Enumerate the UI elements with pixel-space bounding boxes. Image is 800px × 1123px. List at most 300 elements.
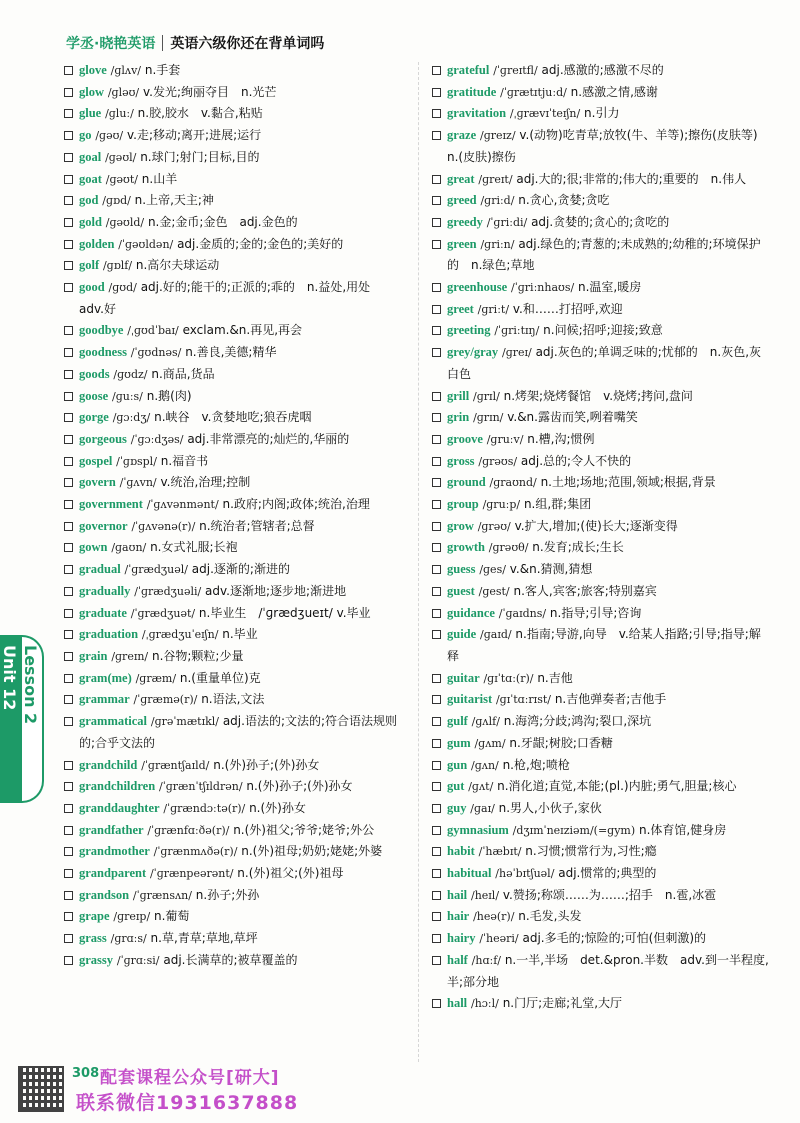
vocab-word: grandchild bbox=[79, 757, 138, 772]
vocab-entry bbox=[64, 364, 404, 386]
checkbox-icon[interactable] bbox=[64, 717, 73, 726]
vocab-word: grassy bbox=[79, 952, 114, 967]
checkbox-icon[interactable] bbox=[432, 956, 441, 965]
page-number: 308 bbox=[72, 1066, 100, 1081]
vocab-word: gum bbox=[447, 735, 471, 750]
vocab-word: glove bbox=[79, 63, 107, 77]
vocab-word: goods bbox=[79, 366, 110, 381]
vocab-definition: n.统治者;管辖者;总督 bbox=[199, 518, 315, 533]
vocab-word: grandfather bbox=[79, 822, 144, 837]
vocab-word: habitual bbox=[447, 866, 492, 881]
vocab-phonetic: /həˈbɪtʃuəl/ bbox=[495, 867, 555, 881]
vocab-phonetic: /ˈɡrændɔːtə(r)/ bbox=[163, 801, 246, 815]
vocab-word: goodbye bbox=[79, 323, 124, 338]
vocab-definition: adj.逐渐的;渐进的 bbox=[191, 562, 290, 577]
vocab-phonetic: /ɡraʊnd/ bbox=[489, 476, 537, 490]
vocab-entry bbox=[432, 299, 772, 321]
vocab-definition: n.鹅(肉) bbox=[146, 388, 192, 403]
vocab-word: god bbox=[79, 193, 99, 208]
vocab-definition: v.扩大,增加;(使)长大;逐渐变得 bbox=[514, 518, 678, 533]
vocab-phonetic: /ˌɡʊdˈbaɪ/ bbox=[127, 324, 179, 338]
vocab-word: gospel bbox=[79, 453, 113, 468]
vocab-word: gulf bbox=[447, 714, 468, 729]
vocab-column-right bbox=[432, 60, 772, 1015]
checkbox-icon[interactable] bbox=[432, 131, 441, 140]
vocab-word: governor bbox=[79, 518, 128, 533]
checkbox-icon[interactable] bbox=[432, 283, 441, 292]
vocab-phonetic: /ˌɡrævɪˈteɪʃn/ bbox=[509, 107, 581, 121]
checkbox-icon[interactable] bbox=[432, 218, 441, 227]
checkbox-icon[interactable] bbox=[432, 847, 441, 856]
vocab-entry bbox=[64, 472, 404, 494]
vocab-definition: n.上帝,天主;神 bbox=[134, 193, 214, 208]
checkbox-icon[interactable] bbox=[432, 826, 441, 835]
vocab-phonetic: /ˈɡræmə(r)/ bbox=[133, 693, 198, 707]
checkbox-icon[interactable] bbox=[64, 956, 73, 965]
vocab-entry bbox=[64, 798, 404, 820]
vocab-word: gut bbox=[447, 779, 465, 794]
checkbox-icon[interactable] bbox=[64, 609, 73, 618]
vocab-definition: n.一半,半场 det.&pron.半数 adv.到一半程度,半;部分地 bbox=[447, 952, 769, 989]
vocab-word: greedy bbox=[447, 214, 483, 229]
checkbox-icon[interactable] bbox=[64, 392, 73, 401]
vocab-word: gun bbox=[447, 757, 468, 772]
vocab-word: group bbox=[447, 497, 479, 512]
checkbox-icon[interactable] bbox=[64, 522, 73, 531]
checkbox-icon[interactable] bbox=[64, 348, 73, 357]
checkbox-icon[interactable] bbox=[432, 196, 441, 205]
vocab-definition: n.(外)孙女 bbox=[249, 800, 306, 815]
vocab-word: go bbox=[79, 128, 92, 143]
vocab-entry bbox=[64, 320, 404, 342]
vocab-entry bbox=[64, 451, 404, 473]
checkbox-icon[interactable] bbox=[432, 413, 441, 422]
vocab-entry bbox=[64, 60, 404, 82]
vocab-word: green bbox=[447, 236, 477, 251]
vocab-definition: n.毕业生 /ˈɡrædʒueɪt/ v.毕业 bbox=[198, 605, 371, 620]
vocab-entry bbox=[64, 494, 404, 516]
checkbox-icon[interactable] bbox=[64, 500, 73, 509]
vocab-phonetic: /ɡriːn/ bbox=[480, 237, 515, 251]
vocab-definition: n.毕业 bbox=[222, 627, 258, 642]
vocab-definition: v.&n.猜测,猜想 bbox=[509, 562, 593, 577]
vocab-word: gymnasium bbox=[447, 822, 509, 837]
vocab-definition: n.福音书 bbox=[160, 453, 209, 468]
vocab-entry bbox=[64, 841, 404, 863]
checkbox-icon[interactable] bbox=[64, 630, 73, 639]
vocab-word: guess bbox=[447, 562, 476, 577]
vocab-definition: adj.贪婪的;贪心的;贪吃的 bbox=[531, 214, 670, 229]
checkbox-icon[interactable] bbox=[64, 131, 73, 140]
vocab-entry bbox=[432, 537, 772, 559]
checkbox-icon[interactable] bbox=[432, 587, 441, 596]
unit-tab bbox=[0, 635, 44, 803]
vocab-entry bbox=[432, 82, 772, 104]
vocab-entry bbox=[432, 581, 772, 603]
checkbox-icon[interactable] bbox=[64, 218, 73, 227]
vocab-word: golden bbox=[79, 236, 115, 251]
checkbox-icon[interactable] bbox=[64, 674, 73, 683]
checkbox-icon[interactable] bbox=[432, 305, 441, 314]
vocab-entry bbox=[64, 147, 404, 169]
vocab-entry bbox=[64, 603, 404, 625]
vocab-word: graduation bbox=[79, 627, 139, 642]
checkbox-icon[interactable] bbox=[432, 609, 441, 618]
vocab-phonetic: /ɡləʊ/ bbox=[107, 85, 140, 99]
vocab-definition: n.草,青草;草地,草坪 bbox=[150, 931, 258, 946]
vocab-entry bbox=[432, 776, 772, 798]
checkbox-icon[interactable] bbox=[64, 695, 73, 704]
checkbox-icon[interactable] bbox=[432, 761, 441, 770]
checkbox-icon[interactable] bbox=[432, 869, 441, 878]
vocab-word: guest bbox=[447, 583, 475, 598]
vocab-definition: n.温室,暖房 bbox=[578, 280, 642, 295]
vocab-definition: n.善良,美德;精华 bbox=[185, 345, 277, 360]
vocab-phonetic: /ɡrɪn/ bbox=[473, 411, 504, 425]
vocab-definition: n.葡萄 bbox=[154, 909, 190, 924]
vocab-word: ground bbox=[447, 475, 486, 490]
vocab-entry bbox=[64, 755, 404, 777]
checkbox-icon[interactable] bbox=[64, 587, 73, 596]
unit-label: Unit 12 bbox=[0, 645, 19, 711]
vocab-definition: n.枪,炮;喷枪 bbox=[502, 757, 570, 772]
vocab-definition: exclam.&n.再见,再会 bbox=[182, 323, 303, 338]
vocab-word: groove bbox=[447, 431, 483, 446]
checkbox-icon[interactable] bbox=[64, 847, 73, 856]
vocab-phonetic: /ɡluː/ bbox=[105, 107, 134, 121]
vocab-phonetic: /ˈɡrætɪtjuːd/ bbox=[500, 85, 567, 99]
vocab-word: gratitude bbox=[447, 84, 497, 99]
page-footer bbox=[18, 1062, 318, 1118]
checkbox-icon[interactable] bbox=[64, 261, 73, 270]
vocab-entry bbox=[64, 820, 404, 842]
checkbox-icon[interactable] bbox=[64, 565, 73, 574]
vocab-phonetic: /hɔːl/ bbox=[470, 997, 499, 1011]
checkbox-icon[interactable] bbox=[64, 88, 73, 97]
checkbox-icon[interactable] bbox=[432, 565, 441, 574]
vocab-phonetic: /ˈɡəʊldən/ bbox=[118, 237, 174, 251]
vocab-phonetic: /ɡaɪd/ bbox=[480, 628, 512, 642]
vocab-entry bbox=[432, 603, 772, 625]
vocab-phonetic: /ˈɡaɪdns/ bbox=[498, 606, 547, 620]
checkbox-icon[interactable] bbox=[64, 370, 73, 379]
vocab-definition: n.引力 bbox=[584, 106, 620, 121]
vocab-entry bbox=[64, 885, 404, 907]
vocab-entry bbox=[64, 277, 404, 320]
vocab-definition: n.政府;内阁;政体;统治,治理 bbox=[222, 497, 370, 512]
checkbox-icon[interactable] bbox=[64, 196, 73, 205]
vocab-phonetic: /heə(r)/ bbox=[473, 910, 515, 924]
checkbox-icon[interactable] bbox=[64, 826, 73, 835]
vocab-word: hairy bbox=[447, 931, 476, 946]
vocab-entry bbox=[64, 169, 404, 191]
vocab-phonetic: /ɡaɪ/ bbox=[470, 801, 495, 815]
vocab-entry bbox=[64, 689, 404, 711]
vocab-entry bbox=[64, 103, 404, 125]
vocab-entry bbox=[64, 950, 404, 972]
vocab-definition: n.(外)孙子;(外)孙女 bbox=[246, 779, 353, 794]
checkbox-icon[interactable] bbox=[64, 869, 73, 878]
checkbox-icon[interactable] bbox=[432, 543, 441, 552]
vocab-definition: n.商品,货品 bbox=[151, 366, 215, 381]
vocab-phonetic: /ˈɡriːnhaʊs/ bbox=[511, 281, 575, 295]
vocab-entry bbox=[432, 342, 772, 385]
checkbox-icon[interactable] bbox=[432, 674, 441, 683]
checkbox-icon[interactable] bbox=[64, 326, 73, 335]
checkbox-icon[interactable] bbox=[432, 630, 441, 639]
vocab-definition: adj.总的;令人不快的 bbox=[520, 453, 632, 468]
vocab-entry bbox=[64, 212, 404, 234]
vocab-word: greet bbox=[447, 301, 474, 316]
vocab-entry bbox=[432, 624, 772, 667]
checkbox-icon[interactable] bbox=[64, 891, 73, 900]
checkbox-icon[interactable] bbox=[432, 66, 441, 75]
vocab-word: great bbox=[447, 171, 475, 186]
vocab-entry bbox=[64, 255, 404, 277]
vocab-definition: v.发光;绚丽夺目 n.光芒 bbox=[142, 84, 277, 99]
vocab-word: growth bbox=[447, 540, 485, 555]
vocab-word: guitar bbox=[447, 670, 480, 685]
vocab-word: guide bbox=[447, 627, 477, 642]
vocab-definition: n.男人,小伙子,家伙 bbox=[498, 800, 602, 815]
vocab-definition: n.牙龈;树胶;口香糖 bbox=[509, 735, 613, 750]
checkbox-icon[interactable] bbox=[64, 153, 73, 162]
vocab-definition: n.高尔夫球运动 bbox=[135, 258, 220, 273]
checkbox-icon[interactable] bbox=[64, 761, 73, 770]
checkbox-icon[interactable] bbox=[432, 934, 441, 943]
vocab-definition: adj.灰色的;单调乏味的;忧郁的 n.灰色,灰白色 bbox=[447, 345, 762, 381]
checkbox-icon[interactable] bbox=[432, 435, 441, 444]
vocab-entry bbox=[432, 820, 772, 842]
vocab-definition: n.胶,胶水 v.黏合,粘贴 bbox=[137, 106, 263, 121]
vocab-phonetic: /ɡreɪp/ bbox=[113, 910, 151, 924]
checkbox-icon[interactable] bbox=[64, 435, 73, 444]
vocab-word: guidance bbox=[447, 605, 495, 620]
vocab-word: gravitation bbox=[447, 106, 507, 121]
vocab-phonetic: /ˈɡrænsʌn/ bbox=[132, 888, 192, 902]
vocab-entry bbox=[432, 516, 772, 538]
vocab-definition: n.发育;成长;生长 bbox=[532, 540, 624, 555]
vocab-definition: adj.金质的;金的;金色的;美好的 bbox=[177, 236, 344, 251]
vocab-entry bbox=[64, 407, 404, 429]
vocab-entry bbox=[64, 190, 404, 212]
vocab-entry bbox=[432, 472, 772, 494]
vocab-definition: n.客人,宾客;旅客;特别嘉宾 bbox=[513, 583, 657, 598]
vocab-definition: n.金;金币;金色 adj.金色的 bbox=[147, 214, 298, 229]
checkbox-icon[interactable] bbox=[64, 782, 73, 791]
checkbox-icon[interactable] bbox=[432, 109, 441, 118]
vocab-entry bbox=[432, 386, 772, 408]
checkbox-icon[interactable] bbox=[432, 522, 441, 531]
checkbox-icon[interactable] bbox=[432, 392, 441, 401]
checkbox-icon[interactable] bbox=[64, 283, 73, 292]
checkbox-icon[interactable] bbox=[432, 695, 441, 704]
vocab-definition: n.烤架;烧烤餐馆 v.烧烤;拷问,盘问 bbox=[503, 388, 693, 403]
vocab-phonetic: /ˈɡʌvənmənt/ bbox=[146, 498, 219, 512]
vocab-entry bbox=[64, 646, 404, 668]
vocab-word: goodness bbox=[79, 345, 127, 360]
vocab-phonetic: /ɡəʊ/ bbox=[95, 129, 124, 143]
vocab-phonetic: /ɡreɪt/ bbox=[478, 172, 513, 186]
vocab-word: goose bbox=[79, 388, 109, 403]
checkbox-icon[interactable] bbox=[432, 891, 441, 900]
vocab-word: guitarist bbox=[447, 692, 493, 707]
vocab-phonetic: /ɡræm/ bbox=[135, 671, 177, 685]
vocab-word: grandmother bbox=[79, 844, 150, 859]
brand-name: 学丞·晓艳英语 bbox=[66, 36, 156, 52]
checkbox-icon[interactable] bbox=[64, 652, 73, 661]
vocab-definition: n.海湾;分歧;鸿沟;裂口,深坑 bbox=[503, 714, 652, 729]
vocab-definition: n.体育馆,健身房 bbox=[638, 822, 727, 837]
vocab-word: grain bbox=[79, 648, 108, 663]
vocab-phonetic: /ˈhæbɪt/ bbox=[478, 845, 522, 859]
vocab-entry bbox=[432, 125, 772, 168]
vocab-definition: n.(重量单位)克 bbox=[179, 670, 261, 685]
vocab-phonetic: /heɪl/ bbox=[470, 888, 500, 902]
checkbox-icon[interactable] bbox=[64, 934, 73, 943]
vocab-entry bbox=[64, 928, 404, 950]
vocab-phonetic: /ɡrɪl/ bbox=[473, 389, 500, 403]
vocab-word: gross bbox=[447, 453, 475, 468]
checkbox-icon[interactable] bbox=[432, 175, 441, 184]
page-title: 英语六级你还在背单词吗 bbox=[170, 36, 325, 52]
checkbox-icon[interactable] bbox=[64, 457, 73, 466]
vocab-entry bbox=[64, 581, 404, 603]
vocab-phonetic: /ɡaʊn/ bbox=[111, 541, 147, 555]
vocab-definition: n.指南;导游,向导 v.给某人指路;引导;指导;解释 bbox=[447, 627, 761, 663]
checkbox-icon[interactable] bbox=[432, 326, 441, 335]
vocab-entry bbox=[432, 906, 772, 928]
vocab-entry bbox=[432, 451, 772, 473]
qr-code-icon bbox=[18, 1066, 64, 1112]
vocab-word: grandson bbox=[79, 887, 130, 902]
vocab-definition: v.统治,治理;控制 bbox=[160, 475, 251, 490]
vocab-word: greed bbox=[447, 193, 477, 208]
checkbox-icon[interactable] bbox=[64, 109, 73, 118]
vocab-word: glow bbox=[79, 84, 104, 99]
vocab-definition: n.门厅;走廊;礼堂,大厅 bbox=[502, 996, 623, 1011]
vocab-phonetic: /ˌɡrædʒuˈeɪʃn/ bbox=[141, 628, 219, 642]
vocab-definition: v.&n.露齿而笑,咧着嘴笑 bbox=[507, 410, 638, 425]
vocab-phonetic: /ɡɪˈtɑːrɪst/ bbox=[495, 693, 551, 707]
vocab-word: good bbox=[79, 280, 105, 295]
checkbox-icon[interactable] bbox=[432, 500, 441, 509]
vocab-definition: n.峡谷 v.贪婪地吃;狼吞虎咽 bbox=[154, 410, 312, 425]
checkbox-icon[interactable] bbox=[432, 478, 441, 487]
vocab-entry bbox=[64, 559, 404, 581]
vocab-phonetic: /ɡreɪz/ bbox=[479, 129, 516, 143]
vocab-definition: n.习惯;惯常行为,习性;瘾 bbox=[525, 844, 657, 859]
vocab-word: government bbox=[79, 497, 143, 512]
vocab-phonetic: /ˈɡɔːdʒəs/ bbox=[130, 432, 184, 446]
checkbox-icon[interactable] bbox=[432, 999, 441, 1008]
vocab-phonetic: /ˈɡrænpeərənt/ bbox=[149, 867, 234, 881]
vocab-phonetic: /ɡrəʊs/ bbox=[478, 454, 518, 468]
vocab-definition: adj.大的;很;非常的;伟大的;重要的 n.伟人 bbox=[516, 171, 747, 186]
vocab-entry bbox=[432, 169, 772, 191]
vocab-entry bbox=[64, 429, 404, 451]
vocab-word: hall bbox=[447, 996, 468, 1011]
vocab-entry bbox=[432, 320, 772, 342]
vocab-definition: n.贪心,贪婪;贪吃 bbox=[518, 193, 610, 208]
vocab-entry bbox=[432, 429, 772, 451]
vocab-entry bbox=[64, 624, 404, 646]
checkbox-icon[interactable] bbox=[64, 912, 73, 921]
vocab-phonetic: /ˈɡriːtɪŋ/ bbox=[494, 324, 540, 338]
vocab-word: graze bbox=[447, 128, 477, 143]
checkbox-icon[interactable] bbox=[64, 478, 73, 487]
vocab-entry bbox=[432, 407, 772, 429]
vocab-phonetic: /ɡruːv/ bbox=[486, 432, 524, 446]
checkbox-icon[interactable] bbox=[432, 457, 441, 466]
vocab-definition: adj.多毛的;惊险的;可怕(但刺激)的 bbox=[522, 931, 707, 946]
vocab-entry bbox=[432, 60, 772, 82]
vocab-phonetic: /ɡrəʊ/ bbox=[477, 519, 511, 533]
vocab-entry bbox=[432, 711, 772, 733]
vocab-entry bbox=[432, 950, 772, 993]
checkbox-icon[interactable] bbox=[432, 717, 441, 726]
vocab-word: grammar bbox=[79, 692, 130, 707]
vocab-word: grandparent bbox=[79, 866, 147, 881]
checkbox-icon[interactable] bbox=[64, 543, 73, 552]
vocab-phonetic: /ɡreɪn/ bbox=[111, 649, 149, 663]
vocab-definition: v.赞扬;称颂……为……;招手 n.雹,冰雹 bbox=[502, 887, 717, 902]
vocab-phonetic: /ˈɡrænˈtʃɪldrən/ bbox=[159, 780, 243, 794]
watermark-line-2: 联系微信1931637888 bbox=[76, 1092, 299, 1114]
vocab-phonetic: /ɡreɪ/ bbox=[501, 346, 532, 360]
vocab-phonetic: /ɡʌt/ bbox=[468, 780, 494, 794]
vocab-word: glue bbox=[79, 106, 102, 121]
vocab-entry bbox=[432, 689, 772, 711]
vocab-phonetic: /ˈɡreɪtfl/ bbox=[493, 64, 538, 77]
checkbox-icon[interactable] bbox=[64, 413, 73, 422]
vocab-entry bbox=[432, 863, 772, 885]
lesson-label: Lesson 2 bbox=[21, 645, 40, 725]
vocab-definition: n.谷物;颗粒;少量 bbox=[151, 648, 244, 663]
checkbox-icon[interactable] bbox=[64, 175, 73, 184]
checkbox-icon[interactable] bbox=[432, 739, 441, 748]
vocab-phonetic: /ɡʌn/ bbox=[470, 758, 499, 772]
vocab-definition: n.槽,沟;惯例 bbox=[527, 431, 595, 446]
checkbox-icon[interactable] bbox=[64, 240, 73, 249]
vocab-entry bbox=[432, 733, 772, 755]
vocab-phonetic: /ˈɡʊdnəs/ bbox=[130, 346, 182, 360]
checkbox-icon[interactable] bbox=[64, 66, 73, 75]
checkbox-icon[interactable] bbox=[432, 782, 441, 791]
vocab-word: greeting bbox=[447, 323, 491, 338]
vocab-phonetic: /ɡəʊld/ bbox=[105, 215, 145, 229]
vocab-definition: adj.长满草的;被草覆盖的 bbox=[163, 952, 298, 967]
vocab-phonetic: /ɡest/ bbox=[478, 584, 510, 598]
vocab-entry bbox=[432, 103, 772, 125]
vocab-phonetic: /hɑːf/ bbox=[471, 953, 501, 967]
vocab-phonetic: /ɡɒlf/ bbox=[102, 259, 133, 273]
vocab-definition: n.问候;招呼;迎接;致意 bbox=[543, 323, 663, 338]
vocab-entry bbox=[432, 234, 772, 277]
vocab-word: goal bbox=[79, 149, 102, 164]
checkbox-icon[interactable] bbox=[432, 804, 441, 813]
checkbox-icon[interactable] bbox=[432, 88, 441, 97]
vocab-definition: adj.绿色的;青葱的;未成熟的;幼稚的;环境保护的 n.绿色;草地 bbox=[447, 236, 761, 273]
checkbox-icon[interactable] bbox=[432, 912, 441, 921]
vocab-phonetic: /ˈɡriːdi/ bbox=[486, 215, 528, 229]
vocab-word: graduate bbox=[79, 605, 127, 620]
vocab-definition: n.孙子;外孙 bbox=[195, 887, 260, 902]
checkbox-icon[interactable] bbox=[64, 804, 73, 813]
vocab-definition: n.(外)祖父;爷爷;姥爷;外公 bbox=[233, 822, 375, 837]
checkbox-icon[interactable] bbox=[432, 240, 441, 249]
checkbox-icon[interactable] bbox=[432, 348, 441, 357]
